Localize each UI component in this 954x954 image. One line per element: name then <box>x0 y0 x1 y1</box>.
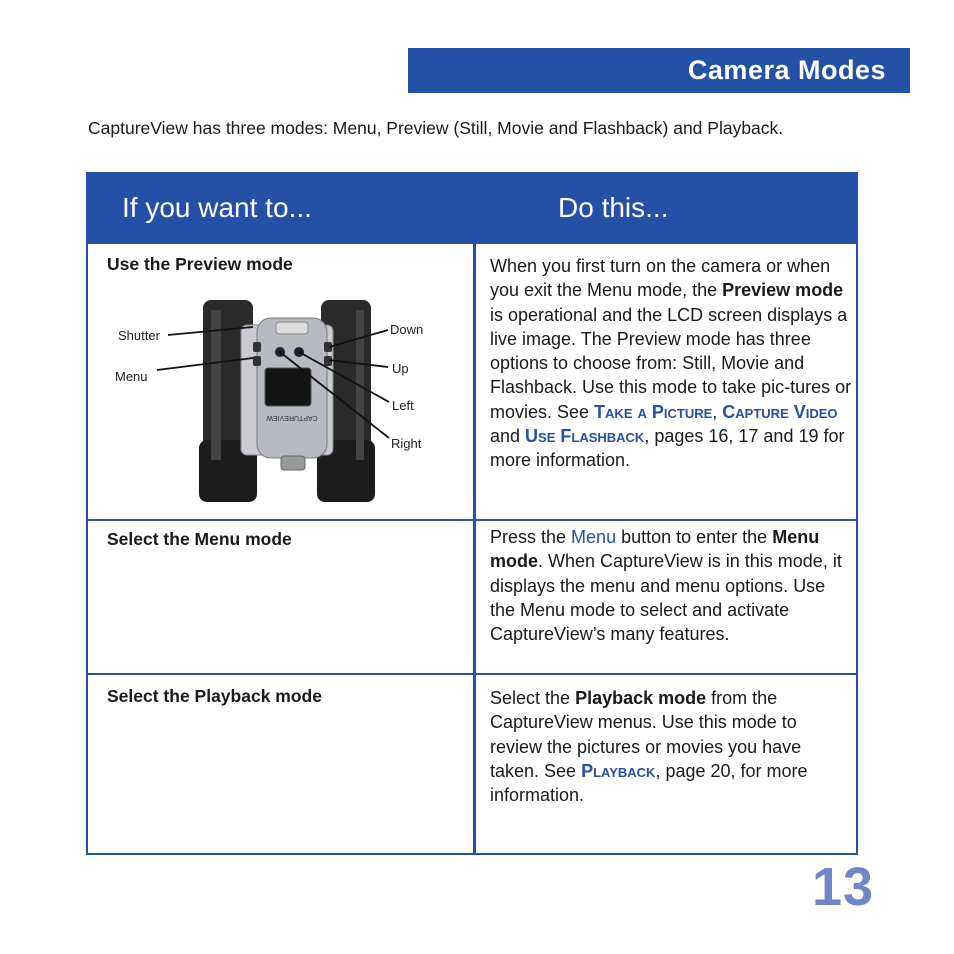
camera-binocular-figure <box>111 290 431 505</box>
label-left: Left <box>392 398 414 413</box>
left-barrel-highlight <box>211 310 221 460</box>
intro-paragraph: CaptureView has three modes: Menu, Preview (Still, Movie and Flashback) and Playback. <box>88 118 784 138</box>
bold-term: Menu mode <box>490 527 820 572</box>
column-divider <box>473 172 476 855</box>
text-run: button to enter the <box>616 527 773 547</box>
row-label-preview: Use the Preview mode <box>107 254 293 274</box>
page-number: 13 <box>812 857 875 917</box>
row-label-playback: Select the Playback mode <box>107 686 322 706</box>
text-run: . When CaptureView is in this mode, it displays the menu and menu options. Use the Menu mode to select and activate CaptureView’s many features. <box>490 551 842 645</box>
row-text-preview <box>490 254 852 473</box>
section-title: Camera Modes <box>687 55 886 85</box>
section-title-banner <box>408 48 910 93</box>
label-right: Right <box>391 436 422 451</box>
menu-button <box>253 356 261 366</box>
row-divider <box>86 519 858 521</box>
modes-table <box>86 172 858 855</box>
brand-text: CAPTUREVIEW <box>266 414 318 421</box>
row-text-playback <box>490 686 852 807</box>
text-run: , pages 16, 17 and 19 for more information. <box>490 426 845 471</box>
xref-playback[interactable]: Playback <box>581 760 656 781</box>
xref-capture-video[interactable]: Capture Video <box>722 401 838 422</box>
label-shutter: Shutter <box>118 328 160 343</box>
label-down: Down <box>390 322 424 337</box>
row-divider <box>86 673 858 675</box>
text-run: is operational and the LCD screen displays a live image. The Preview mode has three options to choose from: Still, Movie and Flashback. Use this mode to take pic-tures or movies. See <box>490 304 852 422</box>
label-up: Up <box>392 361 409 376</box>
text-run: , <box>712 401 723 422</box>
row-label-menu: Select the Menu mode <box>107 529 292 549</box>
text-run: , page 20, for more information. <box>490 760 808 806</box>
table-border-left <box>86 244 88 855</box>
row-text-menu <box>490 525 852 646</box>
table-border-right <box>856 244 858 855</box>
text-run: When you first turn on the camera or when you exit the Menu mode, the <box>490 256 831 301</box>
column-header-right <box>476 172 858 244</box>
bold-term: Preview mode <box>722 280 844 301</box>
column-header-right-text: Do this... <box>558 192 669 223</box>
text-run: from the CaptureView menus. Use this mode to review the pictures or movies you have taken. See <box>490 688 802 781</box>
text-run: and <box>490 426 526 447</box>
focus-wheel <box>281 456 305 470</box>
shutter-button <box>253 342 261 352</box>
lcd-screen <box>265 368 311 406</box>
xref-take-a-picture[interactable]: Take a Picture <box>594 401 713 422</box>
xref-use-flashback[interactable]: Use Flashback <box>525 426 645 447</box>
table-border-bottom <box>86 853 858 855</box>
top-hinge <box>276 322 308 334</box>
column-header-left-text: If you want to... <box>122 192 312 223</box>
menu-button-reference: Menu <box>571 527 617 547</box>
text-run: Select the <box>490 688 576 708</box>
column-header-left <box>86 172 473 244</box>
bold-term: Playback mode <box>575 688 707 708</box>
text-run: Press the <box>490 527 572 547</box>
label-menu: Menu <box>115 369 148 384</box>
